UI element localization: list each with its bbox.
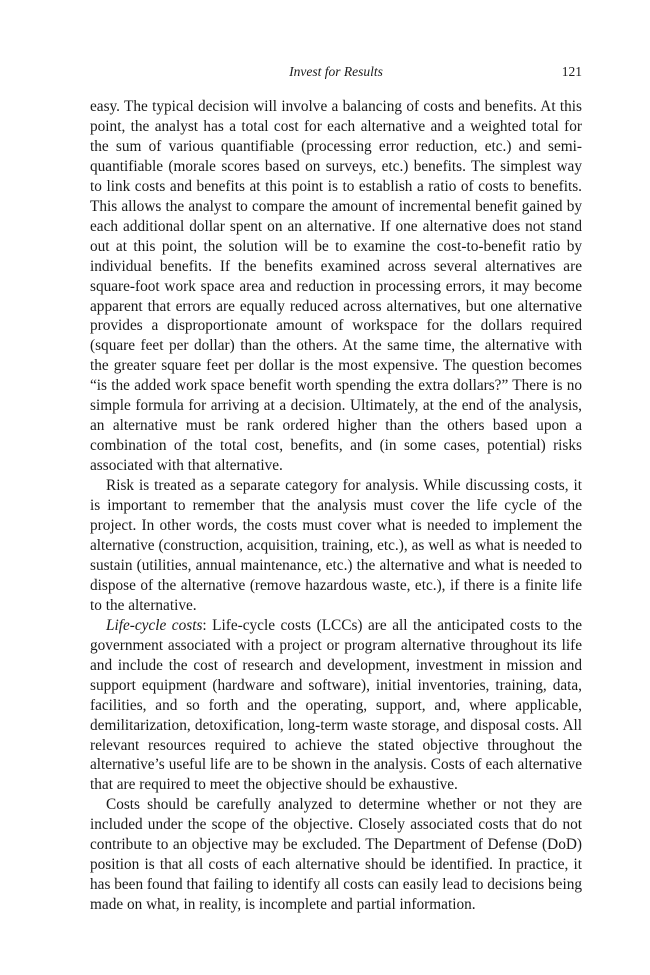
running-title: Invest for Results xyxy=(289,64,383,79)
paragraph xyxy=(90,616,582,796)
paragraph xyxy=(90,476,582,616)
run-in-heading: Life-cycle costs xyxy=(106,616,203,634)
paragraph xyxy=(90,97,582,476)
paragraph-text: : Life-cycle costs (LCCs) are all the anticipated costs to the government associated with a project or program alternative throughout its life and include the cost of research and development, investment in mission and support equipment (hardware and software), initial inventories, training, data, facilities, and so forth and the operating, support, and, where applicable, demilitarization, detoxification, long-term waste storage, and disposal costs. All relevant resources required to achieve the stated objective throughout the alternative’s useful life are to be shown in the analysis. Costs of each alternative that are required to meet the objective should be exhaustive. xyxy=(90,616,583,794)
paragraph xyxy=(90,795,582,915)
running-head xyxy=(90,64,582,84)
paragraph-text: easy. The typical decision will involve a balancing of costs and benefits. At this point, the analyst has a total cost for each alternative and a weighted total for the sum of various quantifiable (processing error reduction, etc.) and semiquantifiable (morale scores based on surveys, etc.) benefits. The simplest way to link costs and benefits at this point is to establish a ratio of costs to benefits. This allows the analyst to compare the amount of incremental benefit gained by each additional dollar spent on an alternative. If one alternative does not stand out at this point, the solution will be to examine the cost-to-benefit ratio by individual benefits. If the benefits examined across several alternatives are square-foot work space area and reduction in processing errors, it may become apparent that errors are equally reduced across alternatives, but one alternative provides a disproportionate amount of workspace for the dollars required (square feet per dollar) than the others. At the same time, the alternative with the greater square feet per dollar is the most expensive. The question becomes “is the added work space benefit worth spending the extra dollars?” There is no simple formula for arriving at a decision. Ultimately, at the end of the analysis, an alternative must be rank ordered higher than the others based upon a combination of the total cost, benefits, and (in some cases, potential) risks associated with that alternative. xyxy=(90,98,582,475)
paragraph-text: Costs should be carefully analyzed to determine whether or not they are included under the scope of the objective. Closely associated costs that do not contribute to an objective may be excluded. The Department of Defense (DoD) position is that all costs of each alternative should be identified. In practice, it has been found that failing to identify all costs can easily lead to decisions being made on what, in reality, is incomplete and partial information. xyxy=(90,796,582,914)
page-number: 121 xyxy=(561,64,582,79)
paragraph-text: Risk is treated as a separate category for analysis. While discussing costs, it is important to remember that the analysis must cover the life cycle of the project. In other words, the costs must cover what is needed to implement the alternative (construction, acquisition, training, etc.), as well as what is needed to sustain (utilities, annual maintenance, etc.) the alternative and what is needed to dispose of the alternative (remove hazardous waste, etc.), if there is a finite life to the alternative. xyxy=(90,477,582,614)
body-text xyxy=(90,97,582,915)
